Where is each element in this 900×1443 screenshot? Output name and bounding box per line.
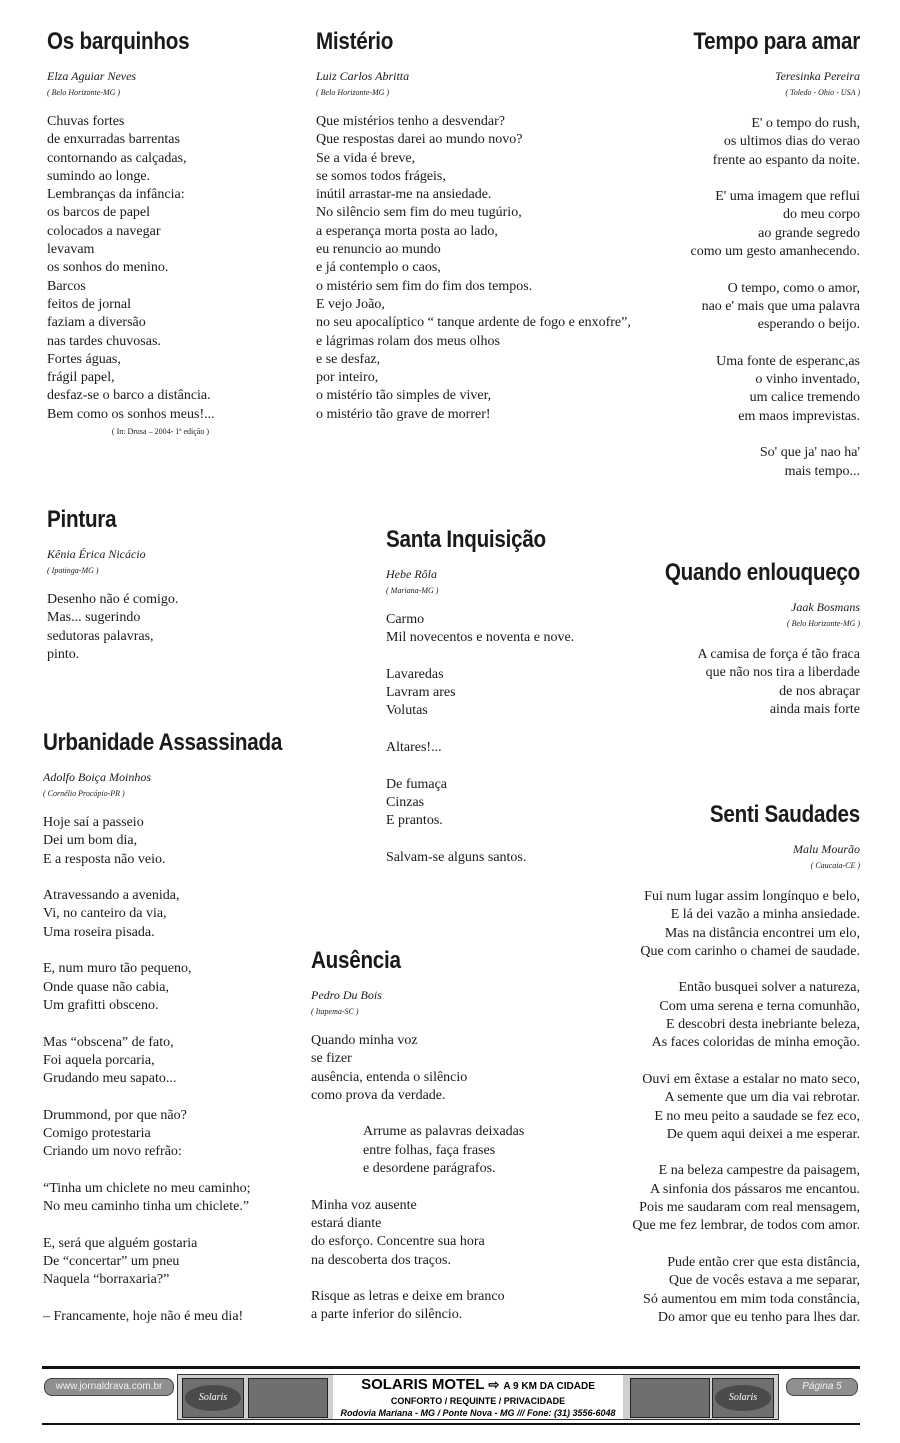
poem-line: E na beleza campestre da paisagem,	[658, 1163, 860, 1179]
poem-line: se somos todos frágeis,	[316, 168, 446, 184]
poem-line: Que me fez lembrar, de todos com amor.	[632, 1218, 860, 1234]
poem-line: A sinfonia dos pássaros me encantou.	[650, 1181, 860, 1197]
poem-line: como um gesto amanhecendo.	[690, 244, 860, 260]
arrow-right-icon: ⇨	[488, 1377, 500, 1392]
poem-line: Comigo protestaria	[43, 1126, 151, 1142]
stanza-break	[311, 1178, 571, 1196]
poem-line: Altares!...	[386, 740, 442, 756]
poem-line: Fortes águas,	[47, 351, 121, 367]
poem-line: “Tinha um chiclete no meu caminho;	[43, 1180, 251, 1196]
poem-line: Um grafitti obsceno.	[43, 997, 159, 1013]
poem-line: Barcos	[47, 278, 86, 294]
poem-line: – Francamente, hoje não é meu dia!	[43, 1309, 244, 1325]
poem-line: e já contemplo o caos,	[316, 260, 441, 276]
page-footer	[42, 1372, 860, 1420]
poem-line: um calice tremendo	[749, 390, 860, 406]
stanza-break	[43, 1088, 293, 1106]
poem-title: Pintura	[47, 506, 117, 533]
poem-line: Mas na distância encontrei um elo,	[664, 925, 860, 941]
poem-line: Drummond, por que não?	[43, 1107, 187, 1123]
poem-line: Uma roseira pisada.	[43, 924, 155, 940]
poem-line: E vejo João,	[316, 296, 385, 312]
poem-line: E prantos.	[386, 813, 443, 829]
poem-line: a parte inferior do silêncio.	[311, 1307, 463, 1323]
footer-rule-top	[42, 1366, 860, 1369]
poem-line: O tempo, como o amor,	[727, 280, 860, 296]
solaris-logo: Solaris	[715, 1385, 771, 1411]
poem-line: frágil papel,	[47, 370, 115, 386]
poem-title: Mistério	[316, 28, 394, 55]
stanza-break	[311, 1105, 571, 1123]
poem-line: do meu corpo	[783, 207, 860, 223]
poem-line: Fui num lugar assim longínquo e belo,	[644, 889, 860, 904]
poem-title: Senti Saudades	[709, 801, 860, 828]
poem-author: Elza Aguiar Neves	[47, 69, 137, 83]
poem-line: Desenho não é comigo.	[47, 592, 179, 607]
poem-line: ainda mais forte	[769, 701, 860, 717]
poem-line: Uma fonte de esperanc,as	[716, 353, 860, 369]
footer-rule-bottom	[42, 1423, 860, 1425]
poem-line: Minha voz ausente	[311, 1197, 417, 1213]
motel-photo-right	[712, 1378, 774, 1418]
motel-distance: A 9 KM DA CIDADE	[503, 1381, 595, 1392]
poem-line: sumindo ao longe.	[47, 168, 151, 184]
poem-line: inútil arrastar-me na ansiedade.	[316, 187, 492, 203]
poem-author: Jaak Bosmans	[791, 600, 860, 614]
poem-body	[316, 113, 646, 424]
poem-author: Hebe Rôla	[386, 567, 437, 581]
poem-ausencia	[311, 947, 571, 1325]
poem-line: A semente que um dia vai rebrotar.	[664, 1090, 860, 1106]
poem-line: frente ao espanto da noite.	[712, 152, 860, 168]
poem-line: o mistério tão simples de viver,	[316, 388, 492, 404]
poem-line: So' que ja' nao ha'	[759, 445, 860, 461]
poem-santa-inquisicao	[386, 526, 606, 867]
poem-line: levavam	[47, 242, 95, 258]
poem-line: e lágrimas rolam dos meus olhos	[316, 333, 500, 349]
poem-line: Então busquei solver a natureza,	[678, 980, 860, 996]
poem-os-barquinhos	[47, 28, 247, 438]
poem-line: estará diante	[311, 1215, 382, 1231]
poem-line: Lembranças da infância:	[47, 187, 185, 203]
poem-place: ( Cornélio Procópio-PR )	[43, 789, 125, 798]
poem-stanza-indented	[311, 1123, 571, 1178]
stanza-break	[43, 1015, 293, 1033]
poem-place: ( Belo Horizonte-MG )	[786, 619, 860, 628]
poem-place: ( Belo Horizonte-MG )	[47, 88, 121, 97]
poem-line: os ultimos dias do verao	[723, 134, 860, 150]
stanza-break	[386, 831, 606, 849]
page-number: Página 5	[786, 1378, 858, 1396]
poem-author: Malu Mourão	[793, 842, 860, 856]
poem-line: esperando o beijo.	[757, 317, 860, 333]
poem-stanza	[311, 1032, 571, 1123]
poem-line: eu renuncio ao mundo	[316, 242, 441, 258]
poem-place: ( Toledo - Ohio - USA )	[785, 88, 860, 97]
poem-title: Urbanidade Assassinada	[43, 729, 283, 756]
poem-line: como prova da verdade.	[311, 1087, 446, 1103]
poem-line: do esforço. Concentre sua hora	[311, 1234, 485, 1250]
poem-place: ( Mariana-MG )	[386, 586, 439, 595]
stanza-break	[43, 1217, 293, 1235]
poem-line: E, será que alguém gostaria	[43, 1235, 198, 1251]
poem-urbanidade-assassinada	[43, 729, 293, 1326]
poem-line: Com uma serena e terna comunhão,	[659, 998, 860, 1014]
poem-line: Que respostas darei ao mundo novo?	[316, 132, 523, 148]
poem-line: a esperança morta posta ao lado,	[316, 223, 498, 239]
poem-line: o mistério sem fim do fim dos tempos.	[316, 278, 533, 294]
poem-line: na descoberta dos traços.	[311, 1252, 451, 1268]
poem-line: ausência, entenda o silêncio	[311, 1069, 468, 1085]
poem-body	[386, 611, 606, 867]
stanza-break	[620, 335, 860, 353]
poem-body	[47, 113, 247, 424]
poem-line: e desordene parágrafos.	[363, 1161, 496, 1177]
poem-line: Grudando meu sapato...	[43, 1071, 177, 1087]
poem-line: E no meu peito a saudade se fez eco,	[654, 1108, 860, 1124]
poem-line: No meu caminho tinha um chiclete.”	[43, 1199, 250, 1215]
poem-author: Adolfo Boiça Moinhos	[43, 770, 151, 784]
poem-title: Os barquinhos	[47, 28, 190, 55]
stanza-break	[600, 961, 860, 979]
poem-line: faziam a diversão	[47, 315, 146, 331]
poem-line: o vinho inventado,	[755, 372, 860, 388]
poem-line: de nos abraçar	[779, 683, 860, 699]
stanza-break	[620, 170, 860, 188]
poem-line: Naquela “borraxaria?”	[43, 1272, 170, 1288]
poem-line: os sonhos do menino.	[47, 260, 169, 276]
poem-author: Teresinka Pereira	[775, 69, 860, 83]
poem-body	[620, 115, 860, 481]
poem-line: Só aumentou em mim toda constância,	[643, 1291, 860, 1307]
poem-line: Dei um bom dia,	[43, 833, 138, 849]
poem-author: Luiz Carlos Abritta	[316, 69, 410, 83]
poem-line: Bem como os sonhos meus!...	[47, 406, 215, 422]
stanza-break	[43, 869, 293, 887]
poem-author: Kênia Érica Nicácio	[47, 547, 146, 561]
poem-line: Hoje saí a passeio	[43, 815, 144, 830]
poem-line: E lá dei vazão a minha ansiedade.	[670, 907, 860, 923]
poem-line: se fizer	[311, 1051, 352, 1067]
stanza-break	[43, 1290, 293, 1308]
poem-line: Criando um novo refrão:	[43, 1144, 182, 1160]
poem-line: Pude então crer que esta distância,	[667, 1254, 860, 1270]
stanza-break	[386, 757, 606, 775]
poem-tempo-para-amar	[620, 28, 860, 481]
poem-line: por inteiro,	[316, 370, 379, 386]
poem-stanza	[311, 1178, 571, 1324]
poem-line: Carmo	[386, 612, 425, 627]
stanza-break	[600, 1236, 860, 1254]
poem-place: ( Belo Horizonte-MG )	[316, 88, 390, 97]
poem-source-note: ( In: Drusa – 2004- 1ª edição )	[111, 427, 209, 437]
stanza-break	[600, 1053, 860, 1071]
poem-line: De “concertar” um pneu	[43, 1254, 180, 1270]
motel-photo-left	[182, 1378, 244, 1418]
poem-line: desfaz-se o barco a distância.	[47, 388, 211, 404]
poem-line: contornando as calçadas,	[47, 150, 187, 166]
stanza-break	[43, 1162, 293, 1180]
motel-name: SOLARIS MOTEL	[361, 1376, 485, 1393]
motel-address: Rodovia Mariana - MG / Ponte Nova - MG /// Fone: (31) 3556-6048	[340, 1408, 616, 1418]
poem-line: Salvam-se alguns santos.	[386, 849, 527, 865]
poem-line: Do amor que eu tenho para lhes dar.	[657, 1309, 860, 1325]
poem-line: Ouvi em êxtase a estalar no mato seco,	[642, 1071, 860, 1087]
poem-line: E' o tempo do rush,	[751, 116, 860, 131]
poem-line: E descobri desta inebriante beleza,	[666, 1017, 860, 1033]
poem-line: nas tardes chuvosas.	[47, 333, 161, 349]
poem-body	[47, 591, 247, 664]
poem-line: nao e' mais que uma palavra	[701, 298, 860, 314]
poem-senti-saudades	[600, 801, 860, 1327]
poem-line: mais tempo...	[784, 463, 860, 479]
poem-line: Onde quase não cabia,	[43, 979, 169, 995]
poem-line: Foi aquela porcaria,	[43, 1052, 155, 1068]
stanza-break	[311, 1270, 571, 1288]
stanza-break	[386, 648, 606, 666]
poem-line: Lavaredas	[386, 666, 444, 682]
poem-line: sedutoras palavras,	[47, 628, 154, 644]
poem-line: E' uma imagem que reflui	[715, 189, 860, 205]
poem-line: feitos de jornal	[47, 296, 131, 312]
stanza-break	[620, 426, 860, 444]
poem-line: em maos imprevistas.	[738, 408, 860, 424]
poem-line: Pois me saudaram com real mensagem,	[639, 1200, 860, 1216]
poem-line: Vi, no canteiro da via,	[43, 906, 167, 922]
poem-line: Que com carinho o chamei de saudade.	[640, 943, 860, 959]
poem-line: Risque as letras e deixe em branco	[311, 1289, 505, 1305]
poem-body	[620, 646, 860, 719]
poem-line: no seu apocalíptico “ tanque ardente de fogo e enxofre”,	[316, 315, 631, 331]
motel-advertisement	[177, 1374, 779, 1420]
poem-line: De fumaça	[386, 776, 448, 792]
poem-line: pinto.	[47, 646, 80, 662]
poem-quando-enlouqueco	[620, 559, 860, 719]
motel-photo	[248, 1378, 328, 1418]
poem-title: Quando enlouqueço	[664, 559, 860, 586]
poem-line: Volutas	[386, 703, 428, 719]
poem-line: De quem aqui deixei a me esperar.	[666, 1126, 860, 1142]
motel-photo	[630, 1378, 710, 1418]
poem-line: E, num muro tão pequeno,	[43, 961, 192, 977]
poem-line: E a resposta não veio.	[43, 851, 166, 867]
stanza-break	[600, 1144, 860, 1162]
motel-features: CONFORTO / REQUINTE / PRIVACIDADE	[390, 1396, 566, 1406]
poem-line: os barcos de papel	[47, 205, 151, 221]
poem-line: A camisa de força é tão fraca	[697, 647, 860, 662]
poem-body	[600, 888, 860, 1327]
stanza-break	[386, 721, 606, 739]
poem-line: colocados a navegar	[47, 223, 161, 239]
poem-line: Mas... sugerindo	[47, 610, 141, 626]
poem-line: de enxurradas barrentas	[47, 132, 180, 148]
poem-line: Atravessando a avenida,	[43, 888, 180, 904]
poem-line: No silêncio sem fim do meu tugúrio,	[316, 205, 522, 221]
poem-title: Ausência	[311, 947, 401, 974]
stanza-break	[620, 261, 860, 279]
poem-place: ( Caucaia-CE )	[810, 861, 860, 870]
poem-line: Lavram ares	[386, 685, 456, 701]
poem-pintura	[47, 506, 247, 664]
poem-line: Quando minha voz	[311, 1033, 418, 1048]
poem-line: Se a vida é breve,	[316, 150, 416, 166]
poem-line: Que mistérios tenho a desvendar?	[316, 114, 505, 129]
poem-line: Que de vocês estava a me separar,	[668, 1273, 860, 1289]
poem-body	[311, 1032, 571, 1325]
poem-line: Cinzas	[386, 794, 425, 810]
poem-line: Mas “obscena” de fato,	[43, 1034, 174, 1050]
poem-line: As faces coloridas de minha emoção.	[651, 1035, 860, 1051]
poem-line: entre folhas, faça frases	[363, 1142, 496, 1158]
poem-line: e se desfaz,	[316, 351, 381, 367]
website-link[interactable]: www.jornaldrava.com.br	[44, 1378, 174, 1396]
poem-line: Mil novecentos e noventa e nove.	[386, 630, 575, 646]
poem-body	[43, 814, 293, 1326]
poem-title: Santa Inquisição	[386, 526, 546, 553]
poem-place: ( Itapema-SC )	[311, 1007, 359, 1016]
poem-misterio	[316, 28, 646, 424]
poem-line: o mistério tão grave de morrer!	[316, 406, 491, 422]
poem-title: Tempo para amar	[693, 28, 860, 55]
motel-ad-text	[333, 1375, 623, 1419]
stanza-break	[43, 942, 293, 960]
poem-line: ao grande segredo	[758, 225, 860, 241]
poem-place: ( Ipatinga-MG )	[47, 566, 99, 575]
poem-line: Arrume as palavras deixadas	[363, 1124, 525, 1140]
poem-line: que não nos tira a liberdade	[705, 665, 860, 681]
poem-author: Pedro Du Bois	[311, 988, 382, 1002]
solaris-logo: Solaris	[185, 1385, 241, 1411]
motel-ad-headline	[333, 1376, 623, 1396]
poem-line: Chuvas fortes	[47, 114, 125, 129]
